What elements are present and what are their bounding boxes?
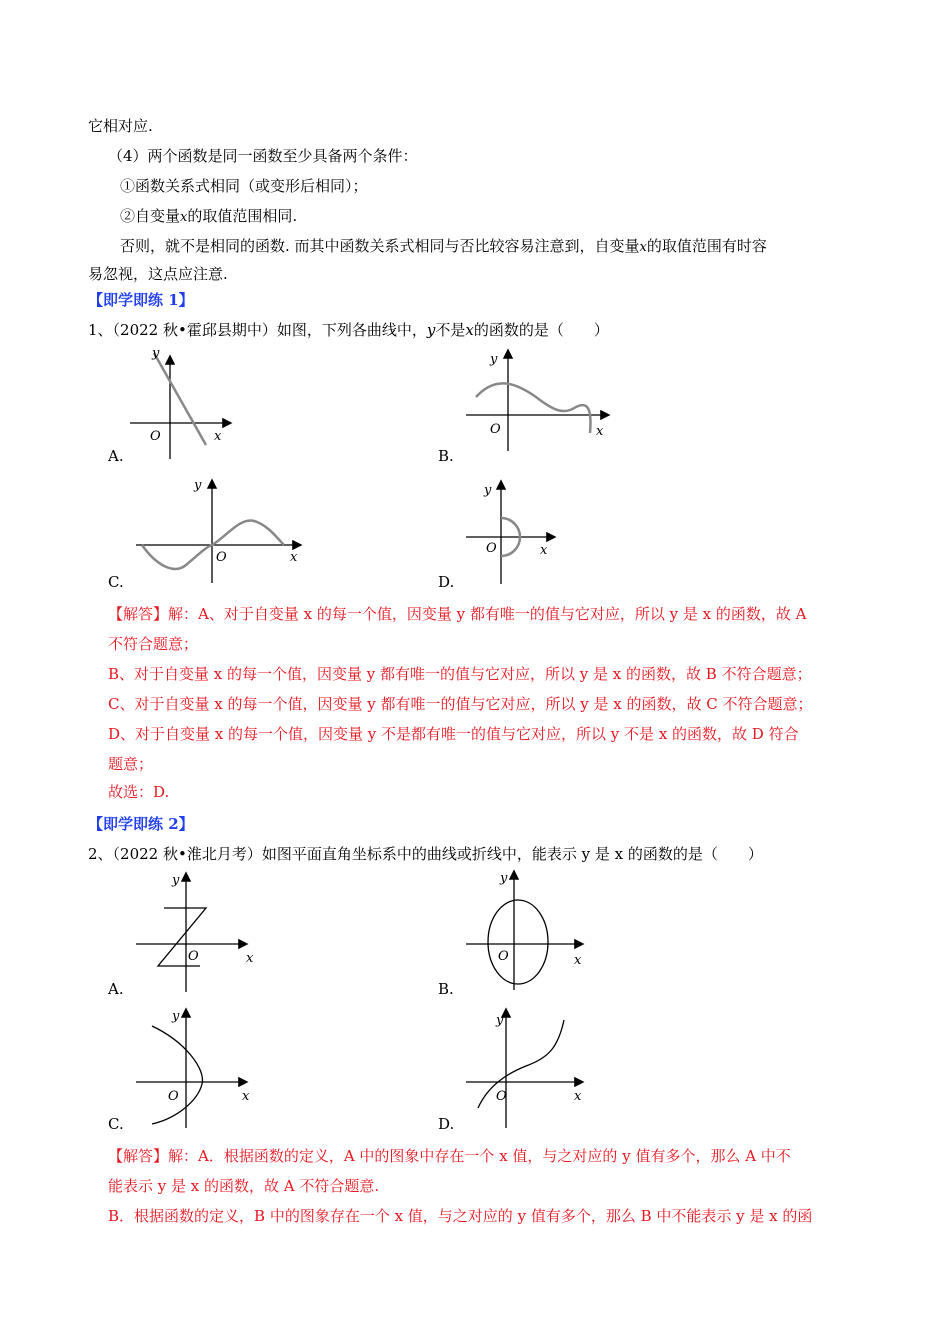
p2c-o-label: O: [168, 1089, 179, 1104]
p2d-y-label: y: [496, 1013, 504, 1028]
p2-option-b: B.: [438, 980, 454, 998]
p2a-y-label: y: [172, 873, 180, 888]
practice2-question: 2、（2022 秋•淮北月考）如图平面直角坐标系中的曲线或折线中，能表示 y 是 x 的函数的是（ ）: [88, 845, 763, 863]
p1-answer-line-5: D、对于自变量 x 的每一个值，因变量 y 不是都有唯一的值与它对应，所以 y 不是 x 的函数，故 D 符合: [108, 725, 799, 743]
p2-option-d: D.: [438, 1115, 455, 1133]
p1-option-b: B.: [438, 447, 454, 465]
p1-graph-b: [466, 345, 616, 455]
practice1-question-a: 1、（2022 秋•霍邱县期中）如图，下列各曲线中，: [88, 321, 427, 339]
practice1-question-b: 不是: [435, 321, 466, 339]
p2-graph-d: [466, 1004, 591, 1129]
p1-graph-a: [130, 345, 240, 465]
p2-answer-line-3: B．根据函数的定义，B 中的图象存在一个 x 值，与之对应的 y 值有多个，那么 B 中不能表示 y 是 x 的函: [108, 1207, 813, 1225]
p2-option-c: C.: [108, 1115, 124, 1133]
p2-answer-line-1: 【解答】解：A．根据函数的定义，A 中的图象中存在一个 x 值，与之对应的 y 值有多个，那么 A 中不: [108, 1147, 791, 1165]
p1b-y-label: y: [490, 352, 498, 367]
p1a-curve: [154, 353, 206, 445]
p1d-x-label: x: [540, 543, 548, 558]
p1a-y-label: y: [152, 346, 160, 361]
intro-line-5-a: 否则，就不是相同的函数. 而其中函数关系式相同与否比较容易注意到，自变量: [120, 237, 640, 255]
intro-line-3: ①函数关系式相同（或变形后相同）；: [120, 177, 368, 195]
practice1-question-c: 的函数的是（ ）: [473, 321, 609, 339]
p2-graph-a: [136, 868, 266, 993]
intro-line-5-b: 的取值范围有时容: [646, 237, 767, 255]
p1a-o-label: O: [150, 429, 161, 444]
intro-line-2: （4）两个函数是同一函数至少具备两个条件：: [108, 147, 418, 165]
p2-graph-c: [136, 1004, 266, 1129]
p2b-y-label: y: [500, 871, 508, 886]
p1-answer-line-6: 题意；: [108, 755, 154, 773]
p1d-o-label: O: [486, 541, 497, 556]
p2c-y-label: y: [172, 1009, 180, 1024]
p1a-x-label: x: [214, 429, 222, 444]
p1c-y-label: y: [194, 478, 202, 493]
practice1-heading: 【即学即练 1】: [88, 291, 194, 309]
intro-line-1: 它相对应.: [88, 117, 153, 135]
p2d-curve: [478, 1020, 564, 1108]
intro-line-4-b: 的取值范围相同.: [187, 207, 298, 225]
p2-option-a: A.: [108, 980, 124, 998]
p2a-curve: [158, 908, 206, 966]
intro-line-6: 易忽视，这点应注意.: [88, 265, 228, 283]
p2a-x-label: x: [246, 951, 254, 966]
p2b-curve: [488, 900, 548, 984]
p1c-x-label: x: [290, 550, 298, 565]
p2-answer-line-2: 能表示 y 是 x 的函数，故 A 不符合题意.: [108, 1177, 380, 1195]
intro-line-5: [120, 236, 767, 258]
p1-answer-line-7: 故选：D.: [108, 783, 170, 801]
p2c-curve: [152, 1026, 203, 1124]
p1-graph-d: [466, 478, 566, 588]
p1-option-a: A.: [108, 447, 124, 465]
p2c-x-label: x: [242, 1089, 250, 1104]
p1-answer-line-4: C、对于自变量 x 的每一个值，因变量 y 都有唯一的值与它对应，所以 y 是 x 的函数，故 C 不符合题意；: [108, 695, 813, 713]
p2d-x-label: x: [574, 1089, 582, 1104]
intro-line-4-a: ②自变量: [120, 207, 181, 225]
practice1-question-x: x: [465, 321, 474, 339]
practice2-heading: 【即学即练 2】: [88, 815, 194, 833]
p2b-o-label: O: [498, 949, 509, 964]
intro-line-5-var: x: [639, 240, 647, 255]
intro-line-4-var: x: [180, 210, 188, 225]
p2-graph-b: [466, 866, 591, 991]
practice1-question-y: y: [426, 321, 436, 339]
p1-option-d: D.: [438, 573, 455, 591]
p1b-x-label: x: [596, 424, 604, 439]
p1-graph-c: [136, 475, 311, 585]
p2a-o-label: O: [188, 949, 199, 964]
p1-answer-line-2: 不符合题意；: [108, 635, 199, 653]
intro-line-4: [120, 206, 297, 228]
p1c-o-label: O: [216, 550, 227, 565]
p2d-o-label: O: [496, 1089, 507, 1104]
practice1-question: [88, 320, 609, 340]
p1b-o-label: O: [490, 422, 501, 437]
p1-answer-line-3: B、对于自变量 x 的每一个值，因变量 y 都有唯一的值与它对应，所以 y 是 x 的函数，故 B 不符合题意；: [108, 665, 812, 683]
p1-option-c: C.: [108, 573, 124, 591]
p1d-y-label: y: [484, 483, 492, 498]
p2b-x-label: x: [574, 953, 582, 968]
p1-answer-line-1: 【解答】解：A、对于自变量 x 的每一个值，因变量 y 都有唯一的值与它对应，所以 y 是 x 的函数，故 A: [108, 605, 807, 623]
